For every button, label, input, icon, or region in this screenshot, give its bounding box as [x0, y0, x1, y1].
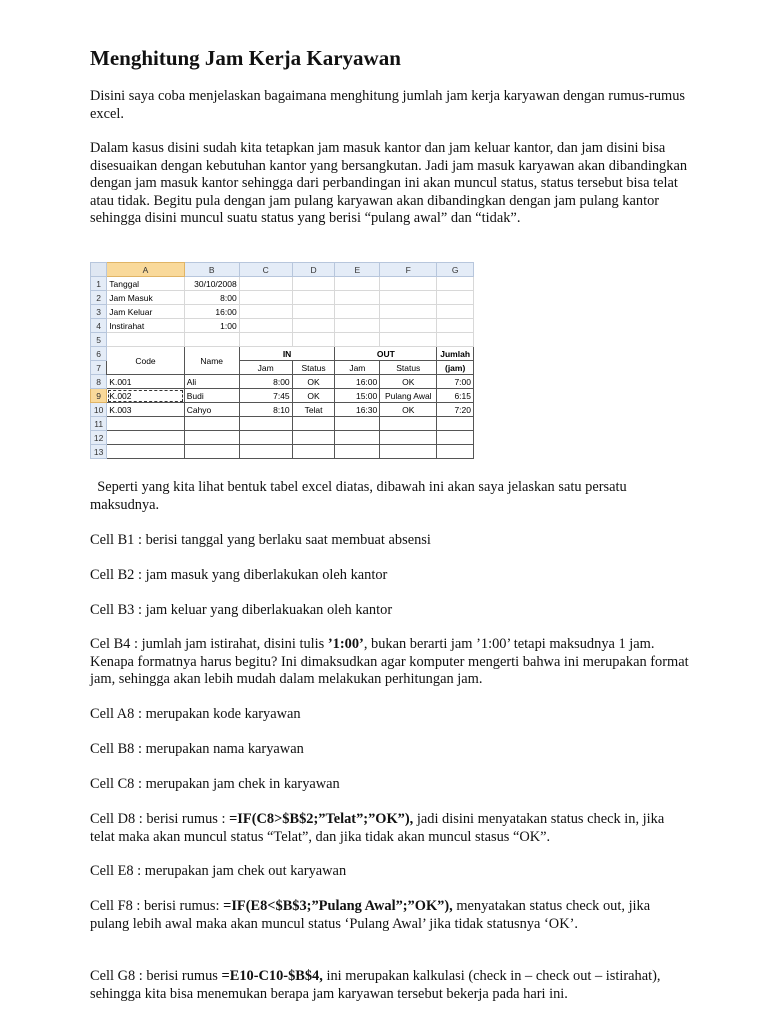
cell-d8[interactable]: OK	[292, 375, 335, 389]
cell-c2[interactable]	[239, 291, 292, 305]
cell-d8-text-b: jadi disini menyatakan status check in, jika telat maka akan muncul status “Telat”, dan jika tidak akan muncul stasus “OK”.	[90, 811, 665, 845]
cell-b4[interactable]: 1:00	[184, 319, 239, 333]
header-in[interactable]: IN	[239, 347, 335, 361]
cell-b12[interactable]	[184, 431, 239, 445]
cell-a12[interactable]	[107, 431, 184, 445]
row-header-13[interactable]: 13	[91, 445, 107, 459]
cell-b10[interactable]: Cahyo	[184, 403, 239, 417]
cell-d12[interactable]	[292, 431, 335, 445]
cell-e12[interactable]	[335, 431, 380, 445]
cell-f8-text-a: Cell F8 : berisi rumus:	[90, 898, 224, 914]
column-header-c[interactable]: C	[239, 263, 292, 277]
cell-f8-text-b: menyatakan status check out, jika pulang lebih awal maka akan muncul status ‘Pulang Awal’ jika tidak statusnya ‘OK’.	[90, 898, 651, 932]
column-header-b[interactable]: B	[184, 263, 239, 277]
cell-c5[interactable]	[239, 333, 292, 347]
cell-b4-code: ’1:00’	[327, 636, 364, 652]
cell-b11[interactable]	[184, 417, 239, 431]
cell-g8-formula: =E10-C10-$B$4,	[221, 968, 323, 984]
header-code[interactable]: Code	[107, 347, 184, 375]
row-header-6[interactable]: 6	[91, 347, 107, 361]
cell-d9[interactable]: OK	[292, 389, 335, 403]
spreadsheet-screenshot	[90, 262, 474, 458]
row-header-3[interactable]: 3	[91, 305, 107, 319]
cell-f8-formula: =IF(E8<$B$3;”Pulang Awal”;”OK”),	[223, 898, 453, 914]
header-name[interactable]: Name	[184, 347, 239, 375]
header-in-status[interactable]: Status	[292, 361, 335, 375]
cell-b2[interactable]: 8:00	[184, 291, 239, 305]
cell-d13[interactable]	[292, 445, 335, 459]
row-header-9[interactable]: 9	[91, 389, 107, 403]
cell-e11[interactable]	[335, 417, 380, 431]
cell-f8[interactable]: OK	[380, 375, 437, 389]
cell-b13[interactable]	[184, 445, 239, 459]
intro-paragraph: Disini saya coba menjelaskan bagaimana menghitung jumlah jam kerja karyawan dengan rumus-rumus excel.	[90, 88, 686, 122]
header-out[interactable]: OUT	[335, 347, 437, 361]
cell-a2[interactable]: Jam Masuk	[107, 291, 184, 305]
cell-c1[interactable]	[239, 277, 292, 291]
cell-a13[interactable]	[107, 445, 184, 459]
cell-g12[interactable]	[437, 431, 474, 445]
cell-c3[interactable]	[239, 305, 292, 319]
cell-f1[interactable]	[380, 277, 437, 291]
header-in-jam[interactable]: Jam	[239, 361, 292, 375]
row-header-2[interactable]: 2	[91, 291, 107, 305]
cell-b4-text-a: Cel B4 : jumlah jam istirahat, disini tulis	[90, 636, 328, 652]
cell-f13[interactable]	[380, 445, 437, 459]
cell-b8[interactable]: Ali	[184, 375, 239, 389]
cell-c13[interactable]	[239, 445, 292, 459]
cell-g13[interactable]	[437, 445, 474, 459]
cell-d8-explanation	[90, 811, 690, 846]
cell-e9[interactable]: 15:00	[335, 389, 380, 403]
row-header-10[interactable]: 10	[91, 403, 107, 417]
cell-e8[interactable]: 16:00	[335, 375, 380, 389]
cell-c4[interactable]	[239, 319, 292, 333]
column-header-d[interactable]: D	[292, 263, 335, 277]
cell-d2[interactable]	[292, 291, 335, 305]
row-header-11[interactable]: 11	[91, 417, 107, 431]
row-header-8[interactable]: 8	[91, 375, 107, 389]
cell-f4[interactable]	[380, 319, 437, 333]
sheet-row-12	[91, 431, 474, 445]
cell-a3[interactable]: Jam Keluar	[107, 305, 184, 319]
row-header-7[interactable]: 7	[91, 361, 107, 375]
row-header-4[interactable]: 4	[91, 319, 107, 333]
cell-g5[interactable]	[437, 333, 474, 347]
sheet-row-6	[91, 347, 474, 361]
cell-g3[interactable]	[437, 305, 474, 319]
cell-c10[interactable]: 8:10	[239, 403, 292, 417]
cell-g8-text-a: Cell G8 : berisi rumus	[90, 968, 222, 984]
row-header-1[interactable]: 1	[91, 277, 107, 291]
cell-f11[interactable]	[380, 417, 437, 431]
cell-a11[interactable]	[107, 417, 184, 431]
sheet-row-2	[91, 291, 474, 305]
cell-g8-explanation	[90, 968, 690, 1003]
sheet-row-3	[91, 305, 474, 319]
column-header-g[interactable]: G	[437, 263, 474, 277]
explanation-paragraph: Dalam kasus disini sudah kita tetapkan jam masuk kantor dan jam keluar kantor, dan jam disini bisa disesuaikan dengan kebutuhan kantor yang bersangkutan. Jadi jam masuk karyawan akan dibandingkan dengan jam masuk kantor sehingga dari perbandingan ini akan muncul status, status tersebut bisa telat atau tidak. Begitu pula dengan jam pulang karyawan akan dibandingkan dengan jam pulang kantor sehingga disini muncul suatu status yang berisi “pulang awal” dan “tidak”.	[90, 140, 688, 226]
cell-b2-explanation: Cell B2 : jam masuk yang diberlakukan oleh kantor	[90, 567, 388, 583]
cell-b1[interactable]: 30/10/2008	[184, 277, 239, 291]
cell-f3[interactable]	[380, 305, 437, 319]
cell-e2[interactable]	[335, 291, 380, 305]
cell-g1[interactable]	[437, 277, 474, 291]
cell-g8[interactable]: 7:00	[437, 375, 474, 389]
cell-g11[interactable]	[437, 417, 474, 431]
sheet-row-13	[91, 445, 474, 459]
cell-b3-explanation: Cell B3 : jam keluar yang diberlakuakan oleh kantor	[90, 602, 393, 618]
row-header-12[interactable]: 12	[91, 431, 107, 445]
row-header-5[interactable]: 5	[91, 333, 107, 347]
sheet-row-11	[91, 417, 474, 431]
cell-c8[interactable]: 8:00	[239, 375, 292, 389]
cell-c12[interactable]	[239, 431, 292, 445]
cell-e8-explanation: Cell E8 : merupakan jam chek out karyawan	[90, 863, 347, 879]
page-title: Menghitung Jam Kerja Karyawan	[90, 46, 401, 70]
cell-b3[interactable]: 16:00	[184, 305, 239, 319]
cell-g4[interactable]	[437, 319, 474, 333]
cell-e13[interactable]	[335, 445, 380, 459]
cell-f9[interactable]: Pulang Awal	[380, 389, 437, 403]
cell-f8-explanation	[90, 898, 690, 933]
cell-c11[interactable]	[239, 417, 292, 431]
cell-d3[interactable]	[292, 305, 335, 319]
cell-e1[interactable]	[335, 277, 380, 291]
cell-a8-explanation: Cell A8 : merupakan kode karyawan	[90, 706, 301, 722]
cell-a9[interactable]: K.002	[107, 389, 184, 403]
header-out-status[interactable]: Status	[380, 361, 437, 375]
cell-g10[interactable]: 7:20	[437, 403, 474, 417]
cell-d4[interactable]	[292, 319, 335, 333]
cell-g9[interactable]: 6:15	[437, 389, 474, 403]
cell-e4[interactable]	[335, 319, 380, 333]
cell-b5[interactable]	[184, 333, 239, 347]
sheet-row-1	[91, 277, 474, 291]
column-header-a[interactable]: A	[107, 263, 184, 277]
cell-e5[interactable]	[335, 333, 380, 347]
sheet-row-10	[91, 403, 474, 417]
cell-b9[interactable]: Budi	[184, 389, 239, 403]
cell-a8[interactable]: K.001	[107, 375, 184, 389]
cell-f2[interactable]	[380, 291, 437, 305]
cell-d1[interactable]	[292, 277, 335, 291]
column-header-row	[91, 263, 474, 277]
cell-g2[interactable]	[437, 291, 474, 305]
intro-explanation-paragraph: Seperti yang kita lihat bentuk tabel excel diatas, dibawah ini akan saya jelaskan satu persatu maksudnya.	[90, 479, 631, 513]
sheet-row-4	[91, 319, 474, 333]
cell-a5[interactable]	[107, 333, 184, 347]
cell-d8-formula: =IF(C8>$B$2;”Telat”;”OK”),	[229, 811, 414, 827]
spreadsheet-table	[90, 262, 474, 459]
sheet-row-5	[91, 333, 474, 347]
cell-f12[interactable]	[380, 431, 437, 445]
cell-b4-text-b: , bukan berarti jam ’1:00’ tetapi maksudnya 1 jam. Kenapa formatnya harus begitu? Ini dimaksudkan agar komputer mengerti bahwa ini merupakan format jam, sehingga akan lebih mudah dalam melakukan perhitungan jam.	[90, 636, 689, 687]
header-jumlah-unit[interactable]: (jam)	[437, 361, 474, 375]
cell-d10[interactable]: Telat	[292, 403, 335, 417]
cell-a4[interactable]: Instirahat	[107, 319, 184, 333]
cell-d8-text-a: Cell D8 : berisi rumus :	[90, 811, 230, 827]
cell-d11[interactable]	[292, 417, 335, 431]
sheet-row-9	[91, 389, 474, 403]
cell-a10[interactable]: K.003	[107, 403, 184, 417]
cell-d5[interactable]	[292, 333, 335, 347]
cell-e10[interactable]: 16:30	[335, 403, 380, 417]
column-header-f[interactable]: F	[380, 263, 437, 277]
header-jumlah[interactable]: Jumlah	[437, 347, 474, 361]
cell-c9[interactable]: 7:45	[239, 389, 292, 403]
cell-f10[interactable]: OK	[380, 403, 437, 417]
cell-b8-explanation: Cell B8 : merupakan nama karyawan	[90, 741, 304, 757]
cell-f5[interactable]	[380, 333, 437, 347]
cell-c8-explanation: Cell C8 : merupakan jam chek in karyawan	[90, 776, 340, 792]
header-out-jam[interactable]: Jam	[335, 361, 380, 375]
cell-b4-explanation	[90, 636, 690, 689]
column-header-e[interactable]: E	[335, 263, 380, 277]
cell-b1-explanation: Cell B1 : berisi tanggal yang berlaku saat membuat absensi	[90, 532, 431, 548]
cell-g8-text-b: ini merupakan kalkulasi (check in – check out – istirahat), sehingga kita bisa menemukan berapa jam karyawan tersebut bekerja pada hari ini.	[90, 968, 661, 1002]
cell-e3[interactable]	[335, 305, 380, 319]
cell-a1[interactable]: Tanggal	[107, 277, 184, 291]
select-all-corner[interactable]	[91, 263, 107, 277]
sheet-row-8	[91, 375, 474, 389]
